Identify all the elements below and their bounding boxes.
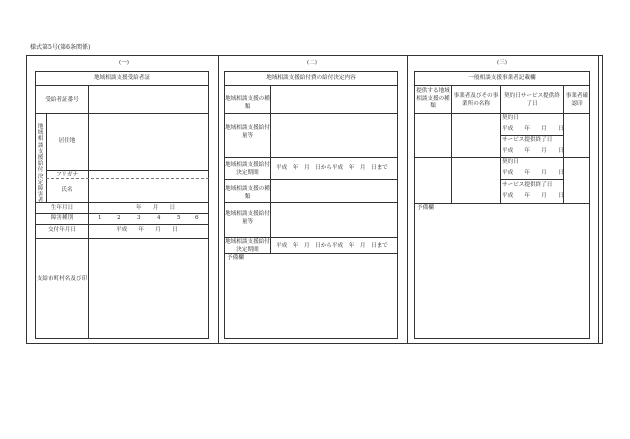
divider-1-2: [218, 55, 219, 344]
row2-contract-label: 契約日: [502, 159, 519, 165]
row1-contract-label: 契約日: [502, 115, 519, 121]
section-one-title: 地域相談支援受給者証: [94, 75, 150, 81]
section-two-remarks-label: 予備欄: [227, 255, 244, 261]
decision-period-value-1: 平成 年 月 日から平成 年 月 日まで: [276, 165, 388, 171]
row1-end-label: サービス提供終了日: [502, 137, 553, 143]
disability-option-2: 2: [117, 215, 121, 221]
col-service-type-header: 提供する地域相談支援の種類: [416, 88, 450, 109]
row1-end-date: 平成 年 月 日: [502, 148, 564, 154]
address-label: 居住地: [58, 138, 76, 144]
row2-end-date: 平成 年 月 日: [502, 193, 564, 199]
issue-date-label: 交付年月日: [48, 227, 76, 233]
decision-period-value-2: 平成 年 月 日から平成 年 月 日まで: [276, 243, 388, 249]
service-type-label-1: 地域相談支援の種類: [225, 96, 270, 110]
row1-contract-date: 平成 年 月 日: [502, 126, 564, 132]
benefit-amount-label-1: 地域相談支援給付量等: [225, 125, 270, 139]
section-three-number: (三): [497, 60, 507, 66]
section-two-frame: [224, 71, 398, 339]
divider-2-3: [407, 55, 408, 344]
disability-option-3: 3: [137, 215, 141, 221]
municipality-label: 支給市町村名及び印: [36, 276, 88, 282]
disability-option-5: 5: [177, 215, 181, 221]
issue-date-value: 平成 年 月 日: [116, 227, 178, 233]
disability-option-1: 1: [98, 215, 102, 221]
section-one-number: (一): [119, 60, 129, 66]
section-three-title: 一般相談支援事業者記載欄: [468, 75, 536, 81]
disability-option-6: 6: [195, 215, 199, 221]
form-number: 様式第5号(第6条関係): [30, 44, 91, 51]
name-label: 氏名: [61, 187, 73, 193]
furigana-label: フリガナ: [55, 172, 79, 178]
disability-option-4: 4: [157, 215, 161, 221]
section-three-remarks-label: 予備欄: [417, 205, 434, 211]
decision-period-label-1: 地域相談支援給付決定期間: [225, 162, 270, 176]
benefit-amount-label-2: 地域相談支援給付量等: [225, 211, 270, 225]
birth-value: 年 月 日: [136, 205, 176, 211]
recipient-number-label: 受給者証番号: [45, 97, 79, 103]
row2-contract-date: 平成 年 月 日: [502, 170, 564, 176]
row2-end-label: サービス提供終了日: [502, 182, 553, 188]
col-provider-header: 事業者及びその事業所の名称: [453, 93, 499, 107]
right-fold-line: [598, 55, 599, 344]
birth-label: 生年月日: [50, 205, 74, 211]
section-two-number: (二): [307, 60, 317, 66]
section-two-title: 地域相談支援給付費の給付決定内容: [266, 75, 356, 81]
recipient-side-label: 地域相談支援給付決定障害者: [37, 124, 44, 205]
col-contract-header: 契約日サービス提供終了日: [504, 93, 560, 107]
disability-label: 障害種別: [50, 215, 74, 221]
decision-period-label-2: 地域相談支援給付決定期間: [225, 239, 270, 253]
col-seal-header: 事業者確認印: [565, 93, 589, 107]
service-type-label-2: 地域相談支援の種類: [225, 186, 270, 200]
